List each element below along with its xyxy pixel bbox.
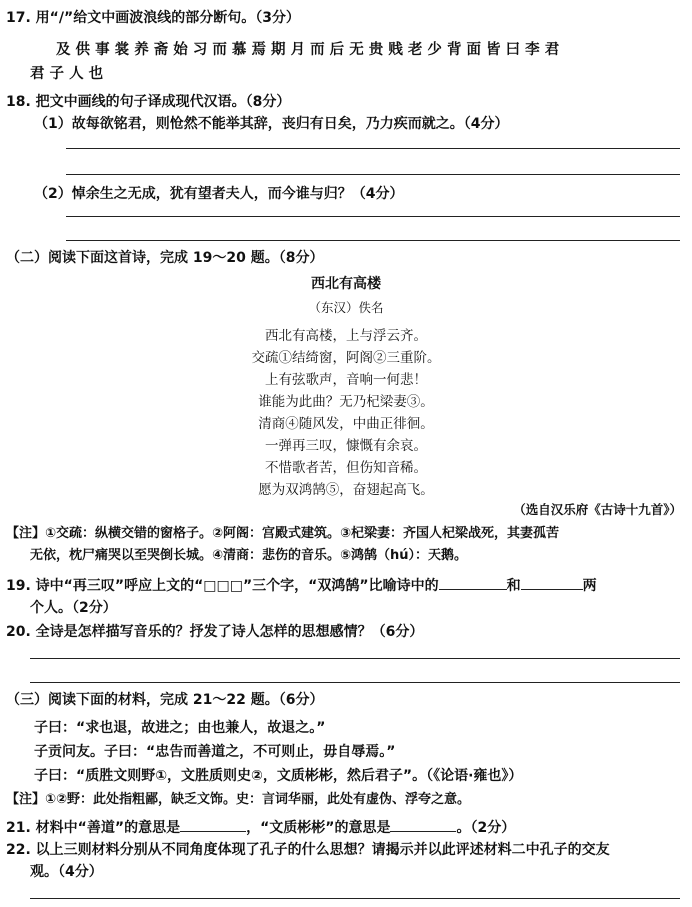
answer-line [66, 216, 680, 217]
poem-line: 谁能为此曲？无乃杞梁妻③。 [258, 394, 434, 410]
q22-line2: 观。（4分） [30, 864, 103, 880]
section2-heading: （二）阅读下面这首诗，完成 19～20 题。（8分） [6, 250, 324, 266]
answer-line [66, 174, 680, 175]
answer-line [66, 148, 680, 149]
answer-line [30, 682, 680, 683]
q21-part3: 。（2分） [456, 820, 516, 836]
poem-source: （选自汉乐府《古诗十九首》） [513, 502, 682, 517]
q19-blank-1[interactable] [439, 575, 507, 590]
poem-note-line2: 无依，枕尸痛哭以至哭倒长城。④清商：悲伤的音乐。⑤鸿鹄（hú）：天鹅。 [30, 548, 468, 563]
poem-title: 西北有高楼 [311, 276, 381, 292]
q18-sub2: （2）悼余生之无成，犹有望者夫人，而今谁与归？（4分） [34, 186, 404, 202]
q19-part2: 和 [506, 578, 521, 594]
poem-author: （东汉）佚名 [308, 300, 384, 315]
answer-line [30, 898, 680, 899]
q22-line1: 22. 以上三则材料分别从不同角度体现了孔子的什么思想？请揭示并以此评述材料二中孔子的交友 [6, 842, 610, 858]
poem-line: 西北有高楼，上与浮云齐。 [265, 328, 427, 344]
poem-line: 清商④随风发，中曲正徘徊。 [258, 416, 434, 432]
poem-line: 一弹再三叹，慷慨有余哀。 [265, 438, 427, 454]
q19-part1: 19. 诗中“再三叹”呼应上文的“□□□”三个字，“双鸿鹄”比喻诗中的 [6, 578, 439, 594]
q21-blank-1[interactable] [180, 817, 246, 832]
q17-text-line1: 及 供 事 裳 养 斋 始 习 而 慕 焉 期 月 而 后 无 贵 贱 老 少 背 面 皆 曰 李 君 [56, 42, 560, 58]
q21-blank-2[interactable] [390, 817, 456, 832]
q19-blank-2[interactable] [521, 575, 583, 590]
material-3: 子曰：“质胜文则野①，文胜质则史②，文质彬彬，然后君子”。（《论语·雍也》） [34, 768, 523, 784]
poem-line: 愿为双鸿鹄⑤，奋翅起高飞。 [258, 482, 434, 498]
q18-sub1: （1）故每欲铭君，则怆然不能举其辞，丧归有日矣，乃力疾而就之。（4分） [34, 116, 509, 132]
section3-heading: （三）阅读下面的材料，完成 21～22 题。（6分） [6, 692, 324, 708]
poem-note-line1: 【注】①交疏：纵横交错的窗格子。②阿阁：宫殿式建筑。③杞梁妻：齐国人杞梁战死，其妻孤苦 [6, 526, 560, 541]
q19-stem [6, 575, 597, 596]
poem-line: 不惜歌者苦，但伤知音稀。 [265, 460, 427, 476]
q21-part1: 21. 材料中“善道”的意思是 [6, 820, 181, 836]
material-1: 子曰：“求也退，故进之；由也兼人，故退之。” [34, 720, 326, 736]
q19-part3: 两 [582, 578, 597, 594]
q20-stem: 20. 全诗是怎样描写音乐的？抒发了诗人怎样的思想感情？（6分） [6, 624, 424, 640]
poem-line: 交疏①结绮窗，阿阁②三重阶。 [251, 350, 441, 366]
q19-line2: 个人。（2分） [30, 600, 117, 616]
answer-line [30, 658, 680, 659]
section3-note: 【注】①②野：此处指粗鄙，缺乏文饰。史：言词华丽，此处有虚伪、浮夸之意。 [6, 792, 471, 807]
q21-part2: ，“文质彬彬”的意思是 [246, 820, 391, 836]
q18-stem: 18. 把文中画线的句子译成现代汉语。（8分） [6, 94, 291, 110]
q17-stem: 17. 用“/”给文中画波浪线的部分断句。（3分） [6, 10, 300, 26]
material-2: 子贡问友。子曰：“忠告而善道之，不可则止，毋自辱焉。” [34, 744, 396, 760]
answer-line [66, 240, 680, 241]
q21-stem [6, 817, 515, 838]
poem-line: 上有弦歌声，音响一何悲！ [265, 372, 427, 388]
q17-text-line2: 君 子 人 也 [30, 66, 104, 82]
